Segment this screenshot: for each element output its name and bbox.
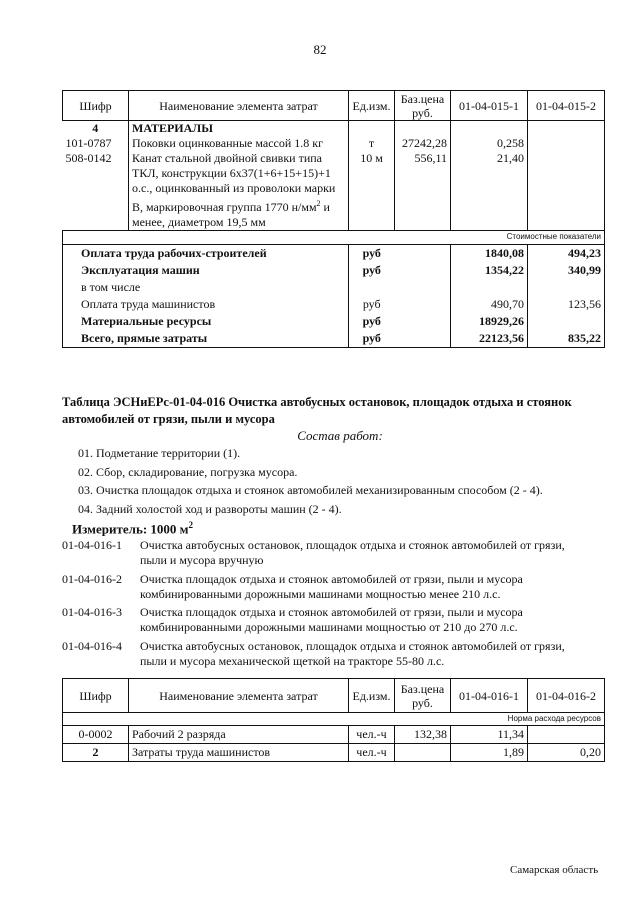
- summary-unit: руб: [349, 330, 395, 348]
- measure-code: 01-04-016-3: [62, 605, 122, 619]
- measure-line: пыли и мусора механической щеткой на тракторе 55-80 л.с.: [140, 653, 445, 668]
- summary-c1: 490,70: [451, 296, 528, 313]
- section-number: 4: [92, 121, 99, 135]
- measure-line: Очистка автобусных остановок, площадок отдыха и стоянок автомобилей от грязи,: [140, 538, 565, 552]
- cost-caption: Стоимостные показатели: [63, 231, 605, 245]
- summary-unit: [349, 279, 395, 296]
- norm-caption: Норма расхода ресурсов: [63, 713, 605, 726]
- table-row: [63, 151, 605, 231]
- measure-description: [140, 639, 600, 669]
- row-name: Поковки оцинкованные массой 1.8 кг: [129, 136, 349, 151]
- summary-price: [395, 330, 451, 348]
- summary-name: Материальные ресурсы: [63, 313, 349, 330]
- row-code: 101-0787: [65, 136, 112, 150]
- summary-row: [63, 296, 605, 313]
- row-c2: [528, 151, 605, 231]
- measure-line: комбинированными дорожными машинами мощностью от 210 до 270 л.с.: [140, 620, 518, 634]
- col-price-header: Баз.цена руб.: [395, 91, 451, 121]
- summary-price: [395, 296, 451, 313]
- measure-code: 01-04-016-2: [62, 571, 122, 586]
- summary-price: [395, 262, 451, 279]
- measure-code: 01-04-016-1: [62, 538, 122, 552]
- summary-c2: 340,99: [528, 262, 605, 279]
- table-header: [63, 679, 605, 713]
- summary-c2: 494,23: [528, 245, 605, 263]
- row-code: 2: [63, 744, 129, 762]
- row-c1: 0,258: [451, 136, 528, 151]
- col-c1-header: 01-04-016-1: [451, 679, 528, 713]
- footer-region: Самарская область: [510, 864, 599, 876]
- cost-caption-row: [63, 231, 605, 245]
- summary-c2: [528, 313, 605, 330]
- col-code-header: Шифр: [63, 91, 129, 121]
- table-row: [63, 726, 605, 744]
- summary-row: [63, 245, 605, 263]
- summary-c2: 123,56: [528, 296, 605, 313]
- summary-c2: 835,22: [528, 330, 605, 348]
- measure-code: 01-04-016-4: [62, 638, 122, 653]
- summary-name: в том числе: [63, 279, 349, 296]
- table2-title: Таблица ЭСНиЕРс-01-04-016 Очистка автобусных остановок, площадок отдыха и стоянок автомобилей от грязи, пыли и мусора: [62, 395, 572, 426]
- summary-c2: [528, 279, 605, 296]
- row-c2: [528, 726, 605, 744]
- section-title: МАТЕРИАЛЫ: [129, 121, 349, 137]
- works-heading: Состав работ:: [297, 428, 383, 443]
- measure-description: [140, 605, 600, 635]
- row-unit: т: [349, 136, 395, 151]
- page-number: 82: [313, 42, 327, 57]
- summary-c1: [451, 279, 528, 296]
- col-c2-header: 01-04-015-2: [528, 91, 605, 121]
- summary-row: [63, 330, 605, 348]
- col-price-header: Баз.цена руб.: [395, 679, 451, 713]
- row-price: 132,38: [395, 726, 451, 744]
- summary-c1: 1354,22: [451, 262, 528, 279]
- col-c1-header: 01-04-015-1: [451, 91, 528, 121]
- summary-name: Оплата труда машинистов: [63, 296, 349, 313]
- col-unit-header: Ед.изм.: [349, 91, 395, 121]
- cost-table-2: [62, 678, 605, 762]
- summary-unit: руб: [349, 313, 395, 330]
- col-code-header: Шифр: [63, 679, 129, 713]
- row-c2: [528, 136, 605, 151]
- resource-rows: [63, 726, 605, 762]
- row-price: [395, 744, 451, 762]
- summary-price: [395, 245, 451, 263]
- measure-description: [140, 538, 600, 568]
- col-name-header: Наименование элемента затрат: [129, 679, 349, 713]
- measure-line: Очистка площадок отдыха и стоянок автомобилей от грязи, пыли и мусора: [140, 605, 523, 619]
- row-unit: чел.-ч: [349, 744, 395, 762]
- row-name: Затраты труда машинистов: [129, 744, 349, 762]
- summary-price: [395, 313, 451, 330]
- row-name: Рабочий 2 разряда: [129, 726, 349, 744]
- summary-unit: руб: [349, 262, 395, 279]
- summary-c1: 22123,56: [451, 330, 528, 348]
- summary-name: Всего, прямые затраты: [63, 330, 349, 348]
- col-unit-header: Ед.изм.: [349, 679, 395, 713]
- summary-c1: 18929,26: [451, 313, 528, 330]
- row-c1: 11,34: [451, 726, 528, 744]
- summary-row: [63, 313, 605, 330]
- row-code: 0-0002: [63, 726, 129, 744]
- row-unit: чел.-ч: [349, 726, 395, 744]
- cost-table-1: [62, 90, 605, 348]
- row-unit: 10 м: [349, 151, 395, 231]
- summary-name: Эксплуатация машин: [63, 262, 349, 279]
- measure-line: Очистка площадок отдыха и стоянок автомобилей от грязи, пыли и мусора: [140, 571, 523, 586]
- summary-row: [63, 262, 605, 279]
- table-row: [63, 744, 605, 762]
- work-item: 01. Подметание территории (1).: [78, 446, 241, 460]
- summary-rows: [63, 245, 605, 348]
- meter-label: Измеритель: 1000 $м^2$: [72, 520, 194, 537]
- measure-line: пыли и мусора вручную: [140, 553, 264, 567]
- table-header: [63, 91, 605, 121]
- work-item: 03. Очистка площадок отдыха и стоянок автомобилей механизированным способом (2 - 4).: [78, 483, 543, 497]
- section-row: [63, 121, 605, 137]
- measure-description: [140, 572, 600, 602]
- summary-c1: 1840,08: [451, 245, 528, 263]
- work-item: 04. Задний холостой ход и развороты машин (2 - 4).: [78, 501, 342, 516]
- summary-price: [395, 279, 451, 296]
- row-c2: 0,20: [528, 744, 605, 762]
- summary-unit: руб: [349, 296, 395, 313]
- work-item: 02. Сбор, складирование, погрузка мусора.: [78, 464, 298, 479]
- summary-name: Оплата труда рабочих-строителей: [63, 245, 349, 263]
- row-price: 556,11: [395, 151, 451, 231]
- table-row: [63, 136, 605, 151]
- measure-line: комбинированными дорожными машинами мощностью менее 210 л.с.: [140, 586, 501, 601]
- col-c2-header: 01-04-016-2: [528, 679, 605, 713]
- row-c1: 1,89: [451, 744, 528, 762]
- summary-unit: руб: [349, 245, 395, 263]
- summary-row: [63, 279, 605, 296]
- norm-caption-row: [63, 713, 605, 726]
- row-name: Канат стальной двойной свивки типа ТКЛ, конструкции 6х37(1+6+15+15)+1 о.с., оцинкованный из проволоки марки В, маркировочная группа 1770 $н/мм^2$ и менее, диаметром 19,5 мм: [129, 151, 349, 231]
- col-name-header: Наименование элемента затрат: [129, 91, 349, 121]
- row-price: 27242,28: [395, 136, 451, 151]
- row-code: 508-0142: [65, 151, 112, 165]
- row-c1: 21,40: [451, 151, 528, 231]
- measure-line: Очистка автобусных остановок, площадок отдыха и стоянок автомобилей от грязи,: [140, 638, 565, 653]
